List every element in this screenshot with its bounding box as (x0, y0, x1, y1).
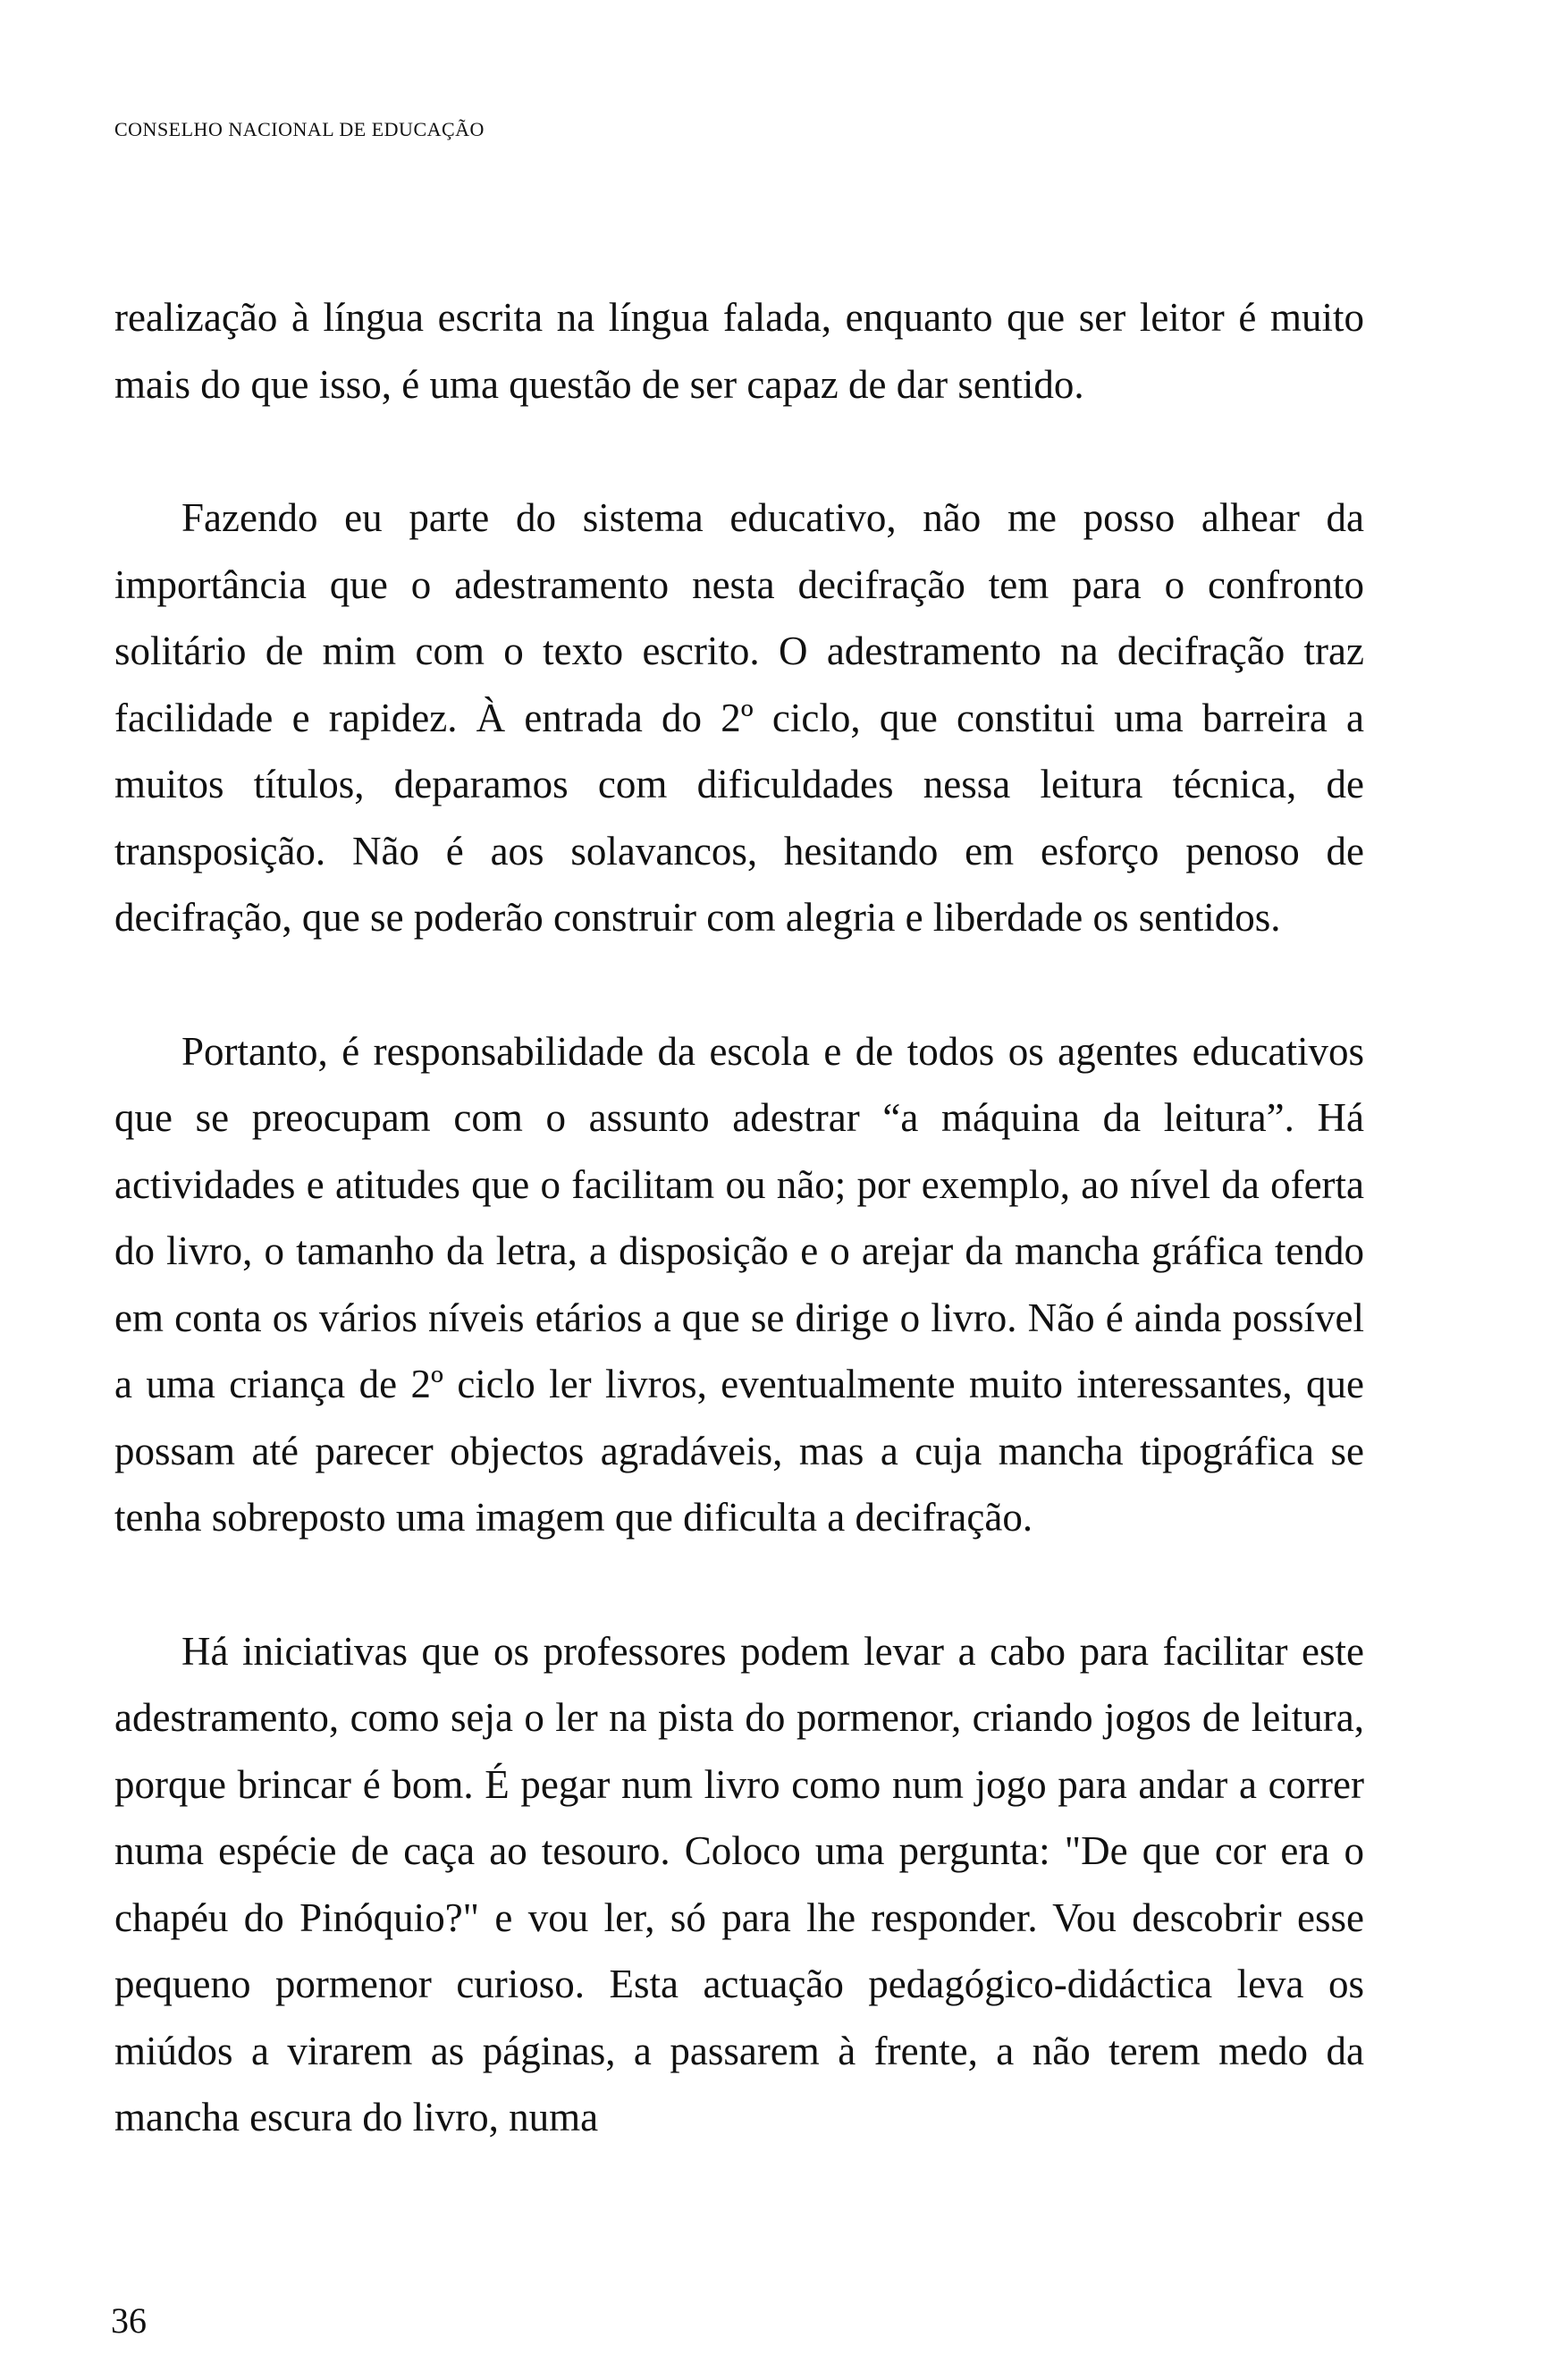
paragraph-adestramento: Fazendo eu parte do sistema educativo, não me posso alhear da importância que o adestramento nesta decifração tem para o confronto solitário de mim com o texto escrito. O adestramento na decifração traz facilidade e rapidez. À entrada do 2º ciclo, que constitui uma barreira a muitos títulos, deparamos com dificuldades nessa leitura técnica, de transposição. Não é aos solavancos, hesitando em esforço penoso de decifração, que se poderão construir com alegria e liberdade os sentidos. (114, 495, 1364, 940)
body-text (114, 284, 1364, 2218)
running-header: CONSELHO NACIONAL DE EDUCAÇÃO (114, 118, 485, 140)
paragraph-responsabilidade: Portanto, é responsabilidade da escola e de todos os agentes educativos que se preocupam com o assunto adestrar “a máquina da leitura”. Há actividades e atitudes que o facilitam ou não; por exemplo, ao nível da oferta do livro, o tamanho da letra, a disposição e o arejar da mancha gráfica tendo em conta os vários níveis etários a que se dirige o livro. Não é ainda possível a uma criança de 2º ciclo ler livros, eventualmente muito interessantes, que possam até parecer objectos agradáveis, mas a cuja mancha tipográfica se tenha sobreposto uma imagem que dificulta a decifração. (114, 1028, 1364, 1540)
paragraph-continuation: realização à língua escrita na língua falada, enquanto que ser leitor é muito mais do que isso, é uma questão de ser capaz de dar sentido. (114, 295, 1364, 407)
paragraph-iniciativas: Há iniciativas que os professores podem levar a cabo para facilitar este adestramento, como seja o ler na pista do pormenor, criando jogos de leitura, porque brincar é bom. É pegar num livro como num jogo para andar a correr numa espécie de caça ao tesouro. Coloco uma pergunta: "De que cor era o chapéu do Pinóquio?" e vou ler, só para lhe responder. Vou descobrir esse pequeno pormenor curioso. Esta actuação pedagógico-didáctica leva os miúdos a virarem as páginas, a passarem à frente, a não terem medo da mancha escura do livro, numa (114, 1628, 1364, 2139)
page-number: 36 (111, 2300, 147, 2341)
